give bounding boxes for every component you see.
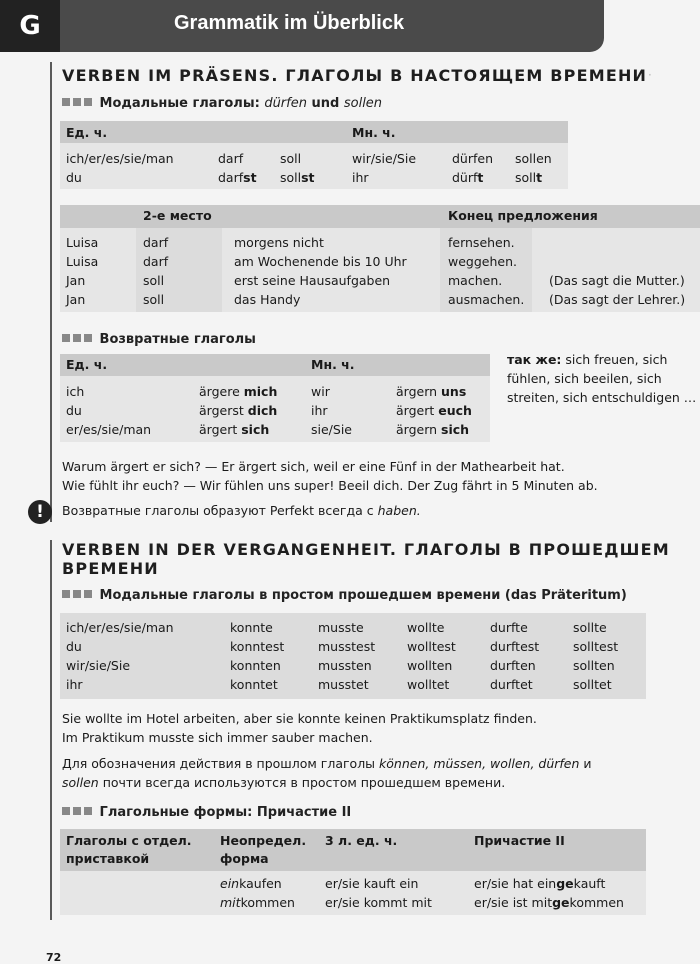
chapter-badge: G — [0, 0, 60, 52]
pronoun-cell: du — [66, 170, 82, 185]
verb-cell: durftest — [490, 639, 540, 654]
verb-cell: musstest — [318, 639, 376, 654]
modal-preterite-heading: Модальные глаголы в простом прошедшем времени (das Präteritum) — [62, 588, 627, 603]
verb-cell: sollen — [515, 151, 552, 166]
subject-cell: Luisa — [66, 235, 99, 250]
usage-note: Для обозначения действия в прошлом глаголы können, müssen, wollen, dürfen и — [62, 756, 592, 771]
note-cell: (Das sagt der Lehrer.) — [549, 292, 686, 307]
also-line: так же: sich freuen, sich — [507, 352, 668, 367]
end-cell: fernsehen. — [448, 235, 515, 250]
reflexive-table-header — [60, 354, 490, 376]
subject-cell: Jan — [66, 292, 86, 307]
verb-cell: wollte — [407, 620, 445, 635]
verb-cell: soll — [143, 273, 165, 288]
usage-note: sollen почти всегда используются в простом прошедшем времени. — [62, 775, 506, 790]
example-sentence: Wie fühlt ihr euch? — Wir fühlen uns super! Beeil dich. Der Zug fährt in 5 Minuten ab. — [62, 478, 598, 493]
verb-cell: konnte — [230, 620, 273, 635]
verb-cell: konntest — [230, 639, 285, 654]
col-singular: Ед. ч. — [66, 357, 108, 372]
verb-cell: mussten — [318, 658, 372, 673]
participle-cell: er/sie ist mitgekommen — [474, 895, 624, 910]
col-sentence-end: Конец предложения — [448, 208, 598, 223]
modal-table-header — [60, 121, 568, 143]
verb-cell: ärgerst dich — [199, 403, 278, 418]
pronoun-cell: du — [66, 403, 82, 418]
verb-cell: ärgert sich — [199, 422, 270, 437]
subject-cell: Luisa — [66, 254, 99, 269]
verb-cell: konntet — [230, 677, 278, 692]
verb-cell: sollt — [515, 170, 543, 185]
pronoun-cell: du — [66, 639, 82, 654]
verb-cell: ärgert euch — [396, 403, 472, 418]
col-header: приставкой — [66, 851, 150, 866]
pronoun-cell: sie/Sie — [311, 422, 352, 437]
subject-cell: Jan — [66, 273, 86, 288]
col-second-position: 2-e место — [143, 208, 212, 223]
verb-cell: darf — [143, 235, 169, 250]
verb-cell: ärgern uns — [396, 384, 467, 399]
pronoun-cell: ich — [66, 384, 85, 399]
warning-note: Возвратные глаголы образуют Perfekt всегда с haben. — [62, 503, 421, 518]
middle-cell: das Handy — [234, 292, 301, 307]
infinitive-cell: einkaufen — [220, 876, 282, 891]
middle-cell: erst seine Hausaufgaben — [234, 273, 391, 288]
verb-cell: wollten — [407, 658, 453, 673]
pronoun-cell: wir/sie/Sie — [352, 151, 417, 166]
pronoun-cell: ihr — [352, 170, 369, 185]
end-cell: ausmachen. — [448, 292, 525, 307]
also-line: fühlen, sich beeilen, sich — [507, 371, 662, 386]
verb-cell: durftet — [490, 677, 533, 692]
section-title-vergangenheit-2: ВРЕМЕНИ — [62, 559, 159, 578]
verb-cell: musstet — [318, 677, 369, 692]
verb-cell: darfst — [218, 170, 257, 185]
left-rule — [50, 62, 52, 522]
col-singular: Ед. ч. — [66, 125, 108, 140]
reflexive-verbs-heading: Возвратные глаголы — [62, 332, 256, 347]
verb-cell: durfte — [490, 620, 528, 635]
col-header: Причастие II — [474, 833, 565, 848]
pronoun-cell: wir/sie/Sie — [66, 658, 131, 673]
pronoun-cell: er/es/sie/man — [66, 422, 152, 437]
pronoun-cell: wir — [311, 384, 330, 399]
col-header: форма — [220, 851, 269, 866]
page-number: 72 — [46, 951, 62, 964]
col-header: Глаголы с отдел. — [66, 833, 192, 848]
pronoun-cell: ihr — [66, 677, 83, 692]
verb-cell: ärgere mich — [199, 384, 278, 399]
verb-cell: konnten — [230, 658, 281, 673]
end-cell: weggehen. — [448, 254, 517, 269]
section-title-vergangenheit: VERBEN IN DER VERGANGENHEIT. ГЛАГОЛЫ В ПРОШЕДШЕМ — [62, 540, 670, 559]
verb-cell: wolltet — [407, 677, 450, 692]
example-sentence: Im Praktikum musste sich immer sauber machen. — [62, 730, 373, 745]
verb-cell: darf — [218, 151, 244, 166]
end-cell: machen. — [448, 273, 503, 288]
pronoun-cell: ich/er/es/sie/man — [66, 620, 174, 635]
pronoun-cell: ich/er/es/sie/man — [66, 151, 174, 166]
verb-cell: soll — [280, 151, 302, 166]
third-person-cell: er/sie kauft ein — [325, 876, 419, 891]
verb-cell: durften — [490, 658, 536, 673]
verb-cell: ärgern sich — [396, 422, 470, 437]
participle-heading: Глагольные формы: Причастие II — [62, 805, 351, 820]
warning-icon: ! — [28, 500, 52, 524]
participle-cell: er/sie hat eingekauft — [474, 876, 606, 891]
verb-cell: soll — [143, 292, 165, 307]
pronoun-cell: ihr — [311, 403, 328, 418]
col-header: Неопредел. — [220, 833, 307, 848]
col-plural: Мн. ч. — [352, 125, 396, 140]
verb-cell: dürfen — [452, 151, 494, 166]
verb-cell: solltet — [573, 677, 612, 692]
verb-cell: solltest — [573, 639, 619, 654]
infinitive-cell: mitkommen — [220, 895, 295, 910]
also-line: streiten, sich entschuldigen … — [507, 390, 697, 405]
col-plural: Мн. ч. — [311, 357, 355, 372]
verb-cell: dürft — [452, 170, 484, 185]
section-title-praesens: VERBEN IM PRÄSENS. ГЛАГОЛЫ В НАСТОЯЩЕМ ВРЕМЕНИ — [62, 66, 648, 85]
left-rule-2 — [50, 540, 52, 920]
chapter-header — [0, 0, 604, 52]
note-cell: (Das sagt die Mutter.) — [549, 273, 685, 288]
col-header: 3 л. ед. ч. — [325, 833, 398, 848]
example-sentence: Sie wollte im Hotel arbeiten, aber sie konnte keinen Praktikumsplatz finden. — [62, 711, 537, 726]
chapter-title: Grammatik im Überblick — [174, 12, 405, 34]
verb-cell: darf — [143, 254, 169, 269]
modal-verbs-heading: Модальные глаголы: dürfen und sollen — [62, 96, 382, 111]
middle-cell: morgens nicht — [234, 235, 324, 250]
example-sentence: Warum ärgert er sich? — Er ärgert sich, weil er eine Fünf in der Mathearbeit hat. — [62, 459, 565, 474]
verb-cell: sollten — [573, 658, 615, 673]
verb-cell: wolltest — [407, 639, 456, 654]
verb-cell: sollst — [280, 170, 315, 185]
verb-cell: sollte — [573, 620, 607, 635]
middle-cell: am Wochenende bis 10 Uhr — [234, 254, 407, 269]
verb-cell: musste — [318, 620, 364, 635]
third-person-cell: er/sie kommt mit — [325, 895, 432, 910]
